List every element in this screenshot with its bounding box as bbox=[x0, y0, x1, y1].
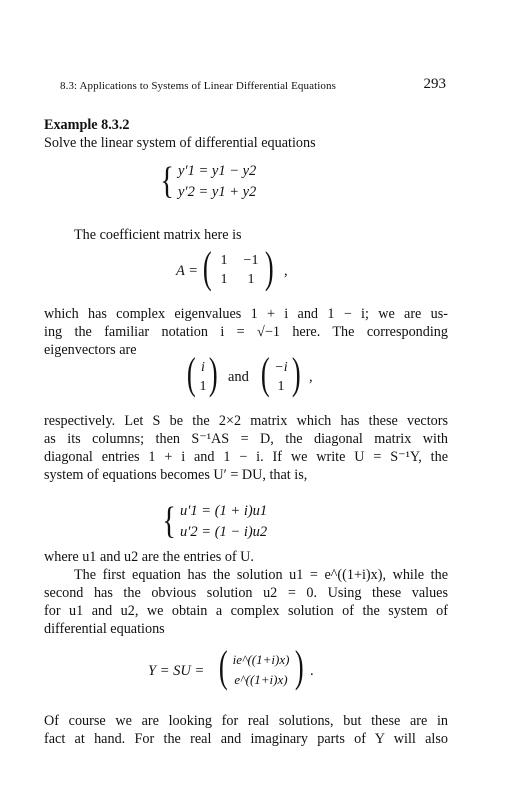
and-word: and bbox=[228, 369, 249, 385]
matrix-a-cell: 1 bbox=[247, 272, 255, 287]
running-head bbox=[60, 80, 440, 92]
para3: where u1 and u2 are the entries of U. bbox=[44, 549, 254, 565]
system2-eq1: u′1 = (1 + i)u1 bbox=[180, 503, 268, 519]
para1-line1: which has complex eigenvalues 1 + i and 1 − i; we are us- bbox=[44, 306, 448, 322]
example-title: Example 8.3.2 bbox=[44, 117, 130, 133]
system1-eq1-text: y′1 = y1 − y2 bbox=[178, 163, 257, 179]
para2-line2: as its columns; then S⁻¹AS = D, the diagonal matrix with bbox=[44, 431, 448, 447]
para2-line3: diagonal entries 1 + i and 1 − i. If we write U = S⁻¹Y, the bbox=[44, 449, 448, 465]
matrix-a-label: A = bbox=[176, 263, 199, 279]
para4-line1: The first equation has the solution u1 = e^((1+i)x), while the bbox=[74, 567, 448, 583]
eigvec2-bottom: 1 bbox=[277, 379, 285, 394]
para2-line4: system of equations becomes U′ = DU, that is, bbox=[44, 467, 308, 483]
eigvec1-top: i bbox=[201, 360, 205, 375]
left-brace-1: { bbox=[160, 160, 174, 202]
matrix-a-left-paren: ( bbox=[202, 243, 212, 292]
matrix-a-cell: 1 bbox=[220, 272, 228, 287]
para2-line1: respectively. Let S be the 2×2 matrix which has these vectors bbox=[44, 413, 448, 429]
system1-eq2 bbox=[178, 184, 256, 201]
para5-line2: fact at hand. For the real and imaginary parts of Y will also bbox=[44, 731, 448, 747]
system1-eq1 bbox=[178, 163, 256, 180]
example-intro: Solve the linear system of differential equations bbox=[44, 135, 316, 151]
eigvec2-right-paren: ) bbox=[291, 349, 301, 398]
y-eq-right-paren: ) bbox=[294, 642, 304, 691]
para4-line3: for u1 and u2, we obtain a complex solution of the system of bbox=[44, 603, 448, 619]
para5-line1: Of course we are looking for real solutions, but these are in bbox=[44, 713, 448, 729]
para1-line3: eigenvectors are bbox=[44, 342, 137, 358]
eigvec2-top: −i bbox=[274, 360, 288, 375]
page-number: 293 bbox=[423, 76, 446, 92]
eigvec2-left-paren: ( bbox=[260, 349, 270, 398]
running-title: 8.3: Applications to Systems of Linear Differential Equations bbox=[60, 80, 336, 92]
left-brace-2: { bbox=[162, 500, 176, 542]
y-eq-label: Y = SU = bbox=[148, 663, 205, 679]
eigvec1-bottom: 1 bbox=[199, 379, 207, 394]
y-eq-bottom: e^((1+i)x) bbox=[234, 672, 288, 687]
eigvec1-left-paren: ( bbox=[186, 349, 196, 398]
system2-eq2: u′2 = (1 − i)u2 bbox=[180, 524, 268, 540]
coeff-text: The coefficient matrix here is bbox=[74, 227, 242, 243]
para4-line4: differential equations bbox=[44, 621, 165, 637]
matrix-a-right-paren: ) bbox=[264, 243, 274, 292]
eigvec1-right-paren: ) bbox=[208, 349, 218, 398]
y-eq-top: ie^((1+i)x) bbox=[232, 652, 290, 667]
eigvec-comma: , bbox=[309, 369, 313, 385]
system1-eq2-text: y′2 = y1 + y2 bbox=[178, 184, 257, 200]
matrix-a-comma: , bbox=[284, 263, 288, 279]
y-eq-period: . bbox=[310, 663, 314, 679]
matrix-a-cell: 1 bbox=[220, 253, 228, 268]
matrix-a-cell: −1 bbox=[243, 253, 259, 268]
para4-line2: second has the obvious solution u2 = 0. Using these values bbox=[44, 585, 448, 601]
y-eq-left-paren: ( bbox=[218, 642, 228, 691]
para1-line2: ing the familiar notation i = √−1 here. The corresponding bbox=[44, 324, 448, 340]
